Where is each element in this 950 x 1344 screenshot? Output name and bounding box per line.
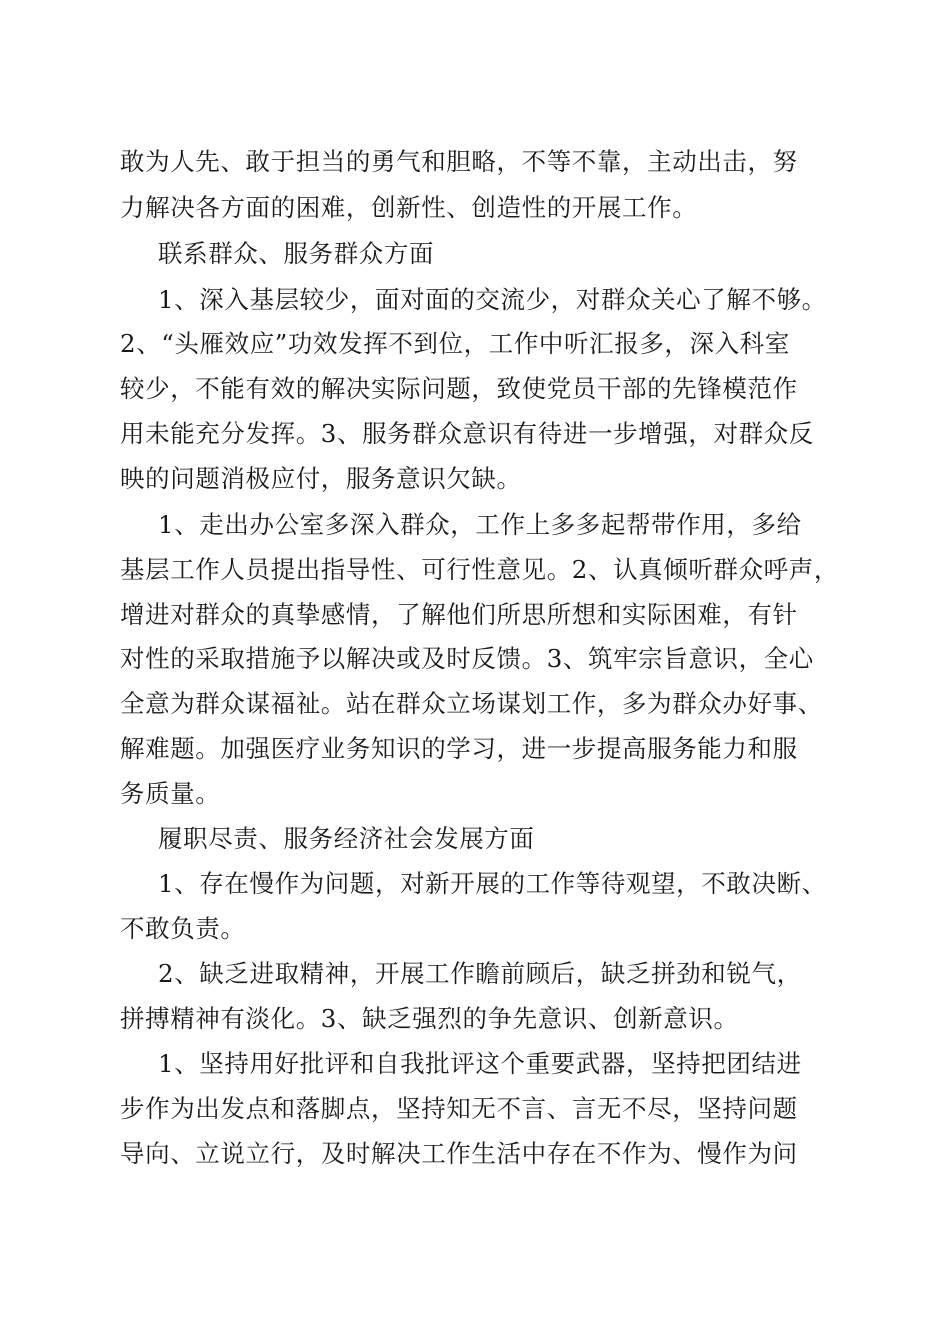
text-line: 步作为出发点和落脚点，坚持知无不言、言无不尽，坚持问题 bbox=[120, 1094, 798, 1123]
text-line: 1、坚持用好批评和自我批评这个重要武器，坚持把团结进 bbox=[158, 1049, 802, 1078]
text-line: 1、深入基层较少，面对面的交流少，对群众关心了解不够。 bbox=[158, 285, 827, 314]
text-line: 2、“头雁效应”功效发挥不到位，工作中听汇报多，深入科室 bbox=[120, 329, 790, 358]
text-line: 1、走出办公室多深入群众，工作上多多起帮带作用，多给 bbox=[158, 510, 802, 539]
text-line: 用未能充分发挥。3、服务群众意识有待进一步增强，对群众反 bbox=[120, 419, 814, 448]
text-line: 增进对群众的真挚感情，了解他们所思所想和实际困难，有针 bbox=[120, 600, 798, 629]
text-line: 2、缺乏进取精神，开展工作瞻前顾后，缺乏拼劲和锐气， bbox=[158, 959, 802, 988]
text-line: 基层工作人员提出指导性、可行性意见。2、认真倾听群众呼声， bbox=[120, 555, 839, 584]
text-line: 不敢负责。 bbox=[120, 914, 246, 943]
text-line: 较少，不能有效的解决实际问题，致使党员干部的先锋模范作 bbox=[120, 374, 798, 403]
text-line: 拼搏精神有淡化。3、缺乏强烈的争先意识、创新意识。 bbox=[120, 1004, 739, 1033]
text-line: 导向、立说立行，及时解决工作生活中存在不作为、慢作为问 bbox=[120, 1139, 798, 1168]
text-line: 1、存在慢作为问题，对新开展的工作等待观望，不敢决断、 bbox=[158, 869, 827, 898]
text-line: 全意为群众谋福祉。站在群众立场谋划工作，多为群众办好事、 bbox=[120, 689, 823, 718]
text-line: 解难题。加强医疗业务知识的学习，进一步提高服务能力和服 bbox=[120, 734, 798, 763]
text-line: 务质量。 bbox=[120, 779, 221, 808]
section-heading: 联系群众、服务群众方面 bbox=[158, 239, 435, 268]
text-line: 对性的采取措施予以解决或及时反馈。3、筑牢宗旨意识，全心 bbox=[120, 644, 814, 673]
text-line: 映的问题消极应付，服务意识欠缺。 bbox=[120, 464, 522, 493]
section-heading: 履职尽责、服务经济社会发展方面 bbox=[158, 824, 535, 853]
text-line: 力解决各方面的困难，创新性、创造性的开展工作。 bbox=[120, 193, 698, 222]
text-line: 敢为人先、敢于担当的勇气和胆略，不等不靠，主动出击，努 bbox=[120, 147, 798, 176]
